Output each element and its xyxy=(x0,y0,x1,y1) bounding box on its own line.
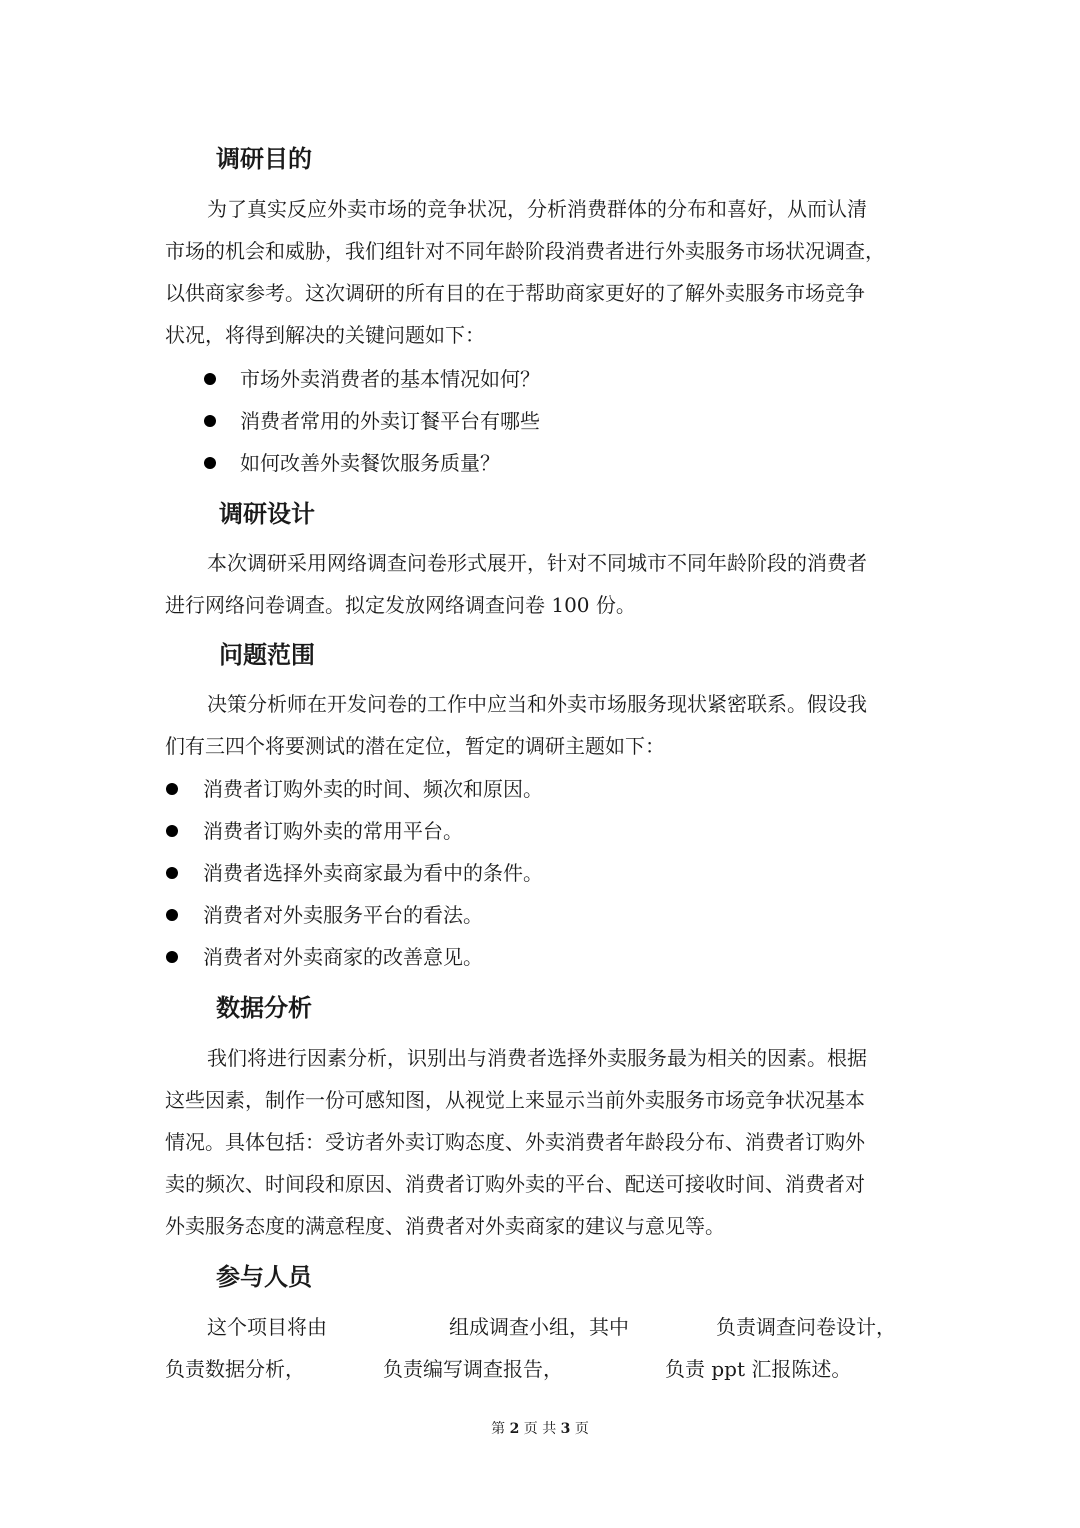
staff-line-2-part-3: 负责 ppt 汇报陈述。 xyxy=(665,1357,852,1381)
purpose-line-3: 以供商家参考。这次调研的所有目的在于帮助商家更好的了解外卖服务市场竞争 xyxy=(165,281,865,305)
footer-middle: 页 共 xyxy=(523,1421,557,1437)
purpose-line-4: 状况，将得到解决的关键问题如下： xyxy=(165,323,485,347)
scope-bullet-1: 消费者订购外卖的时间、频次和原因。 xyxy=(203,777,543,801)
heading-scope: 问题范围 xyxy=(219,641,315,669)
purpose-bullet-3: 如何改善外卖餐饮服务质量？ xyxy=(240,451,500,475)
staff-line-1-part-2: 组成调查小组，其中 xyxy=(449,1315,629,1339)
scope-bullet-4: 消费者对外卖服务平台的看法。 xyxy=(203,903,483,927)
analysis-line-4: 卖的频次、时间段和原因、消费者订购外卖的平台、配送可接收时间、消费者对 xyxy=(165,1172,865,1196)
staff-line-2-part-1: 负责数据分析， xyxy=(165,1357,305,1381)
heading-purpose: 调研目的 xyxy=(216,145,312,173)
footer-current-page: 2 xyxy=(509,1421,520,1437)
design-line-2: 进行网络问卷调查。拟定发放网络调查问卷 100 份。 xyxy=(165,593,636,617)
bullet-dot xyxy=(166,783,178,795)
bullet-dot xyxy=(166,909,178,921)
design-line-1: 本次调研采用网络调查问卷形式展开，针对不同城市不同年龄阶段的消费者 xyxy=(207,551,867,575)
bullet-dot xyxy=(166,825,178,837)
purpose-line-1: 为了真实反应外卖市场的竞争状况，分析消费群体的分布和喜好，从而认清 xyxy=(207,197,867,221)
footer-total-pages: 3 xyxy=(560,1421,571,1437)
bullet-dot xyxy=(204,457,216,469)
scope-bullet-3: 消费者选择外卖商家最为看中的条件。 xyxy=(203,861,543,885)
footer-suffix: 页 xyxy=(574,1421,589,1437)
scope-line-1: 决策分析师在开发问卷的工作中应当和外卖市场服务现状紧密联系。假设我 xyxy=(207,692,867,716)
purpose-bullet-1: 市场外卖消费者的基本情况如何？ xyxy=(240,367,540,391)
analysis-line-2: 这些因素，制作一份可感知图，从视觉上来显示当前外卖服务市场竞争状况基本 xyxy=(165,1088,865,1112)
scope-bullet-5: 消费者对外卖商家的改善意见。 xyxy=(203,945,483,969)
analysis-line-1: 我们将进行因素分析，识别出与消费者选择外卖服务最为相关的因素。根据 xyxy=(207,1046,867,1070)
footer-prefix: 第 xyxy=(491,1421,506,1437)
analysis-line-5: 外卖服务态度的满意程度、消费者对外卖商家的建议与意见等。 xyxy=(165,1214,725,1238)
staff-line-1-part-3: 负责调查问卷设计， xyxy=(716,1315,896,1339)
staff-line-2-part-2: 负责编写调查报告， xyxy=(383,1357,563,1381)
bullet-dot xyxy=(166,867,178,879)
bullet-dot xyxy=(204,373,216,385)
heading-analysis: 数据分析 xyxy=(216,994,312,1022)
purpose-bullet-2: 消费者常用的外卖订餐平台有哪些 xyxy=(240,409,540,433)
staff-line-1-part-1: 这个项目将由 xyxy=(207,1315,327,1339)
page-footer xyxy=(0,1420,1080,1438)
scope-line-2: 们有三四个将要测试的潜在定位，暂定的调研主题如下： xyxy=(165,734,665,758)
bullet-dot xyxy=(166,951,178,963)
analysis-line-3: 情况。具体包括：受访者外卖订购态度、外卖消费者年龄段分布、消费者订购外 xyxy=(165,1130,865,1154)
heading-design: 调研设计 xyxy=(219,500,315,528)
heading-staff: 参与人员 xyxy=(216,1263,312,1291)
bullet-dot xyxy=(204,415,216,427)
purpose-line-2: 市场的机会和威胁，我们组针对不同年龄阶段消费者进行外卖服务市场状况调查， xyxy=(165,239,885,263)
scope-bullet-2: 消费者订购外卖的常用平台。 xyxy=(203,819,463,843)
